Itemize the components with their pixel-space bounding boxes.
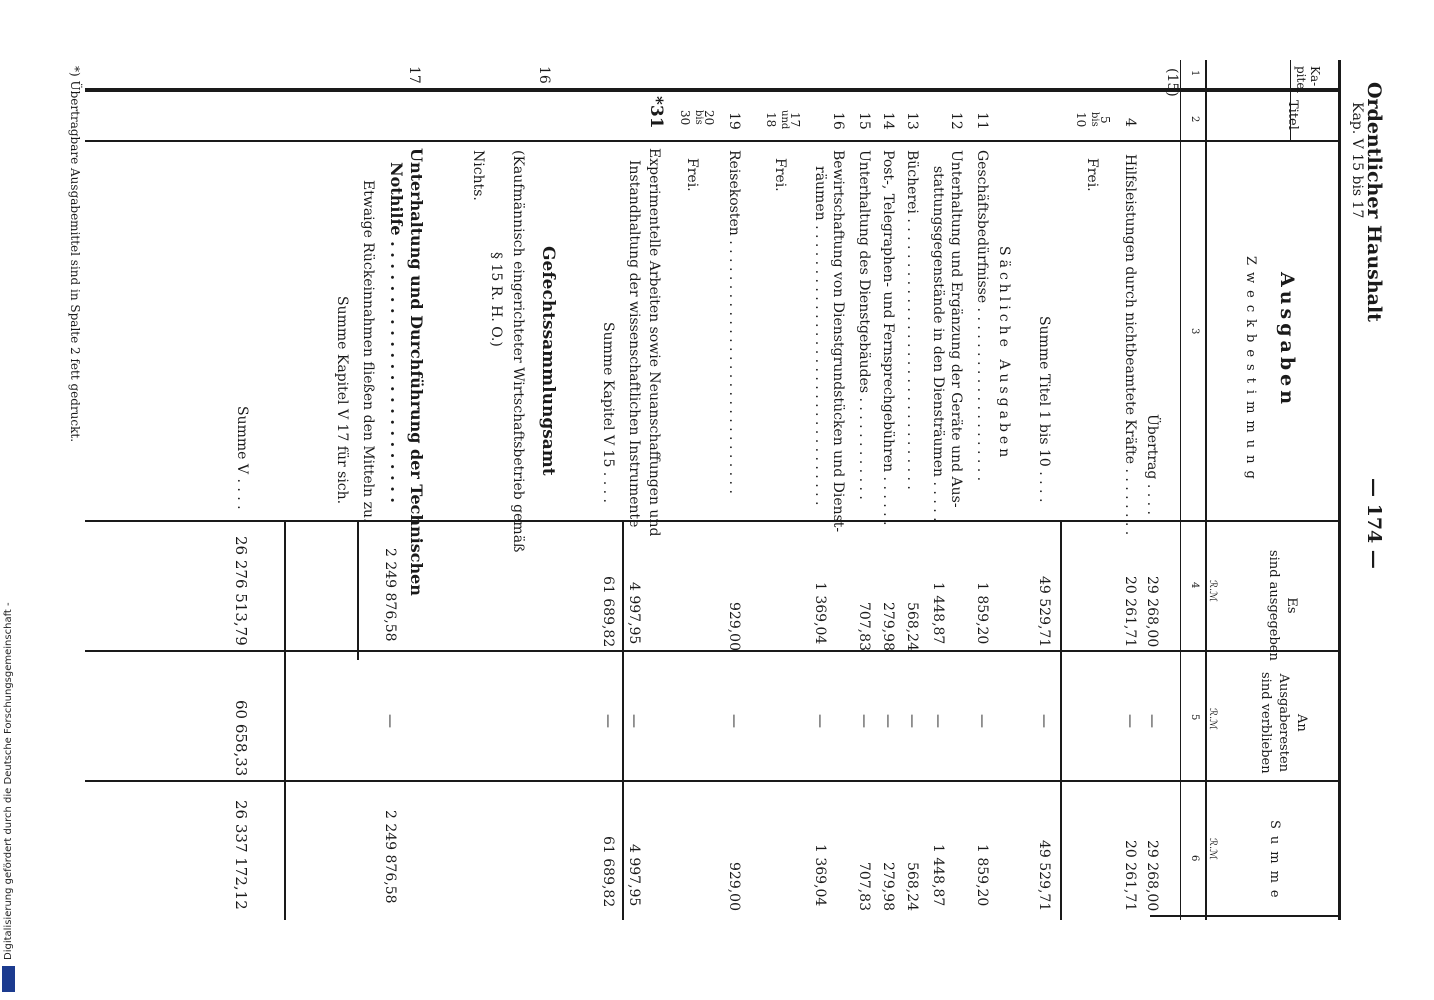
row-uebertrag-c4: 29 268,00	[1144, 576, 1160, 648]
dfg-credit: Digitalisierung gefördert durch die Deutsche Forschungsgemeinschaft -	[3, 602, 14, 960]
kapitel-16-heading: Gefechtssammlungsamt	[538, 246, 558, 476]
row-14-c6: 279,98	[880, 862, 896, 911]
row-16-titel: 16	[830, 112, 846, 130]
row-17-18-titel-b: und	[779, 110, 790, 130]
row-5-10-label: Frei.	[1084, 158, 1100, 192]
kapitel-15: (15)	[1164, 68, 1180, 97]
header-ausgaben: Ausgaben	[1276, 272, 1298, 409]
row-31-label-b: Instandhaltung der wissenschaftlichen Instrumente	[626, 160, 642, 528]
row-11-c6: 1 859,20	[974, 844, 990, 907]
header-es-sind: Es sind ausgegeben	[1266, 550, 1299, 661]
row-19-c4: 929,00	[726, 602, 742, 651]
row-14-c4: 279,98	[880, 602, 896, 651]
row-16-c4: 1 369,04	[812, 582, 828, 645]
row-13-titel: 13	[904, 112, 920, 130]
row-summe-titel-label: Summe Titel 1 bis 10 . . . .	[1036, 316, 1052, 503]
kapitel-17-c6: 2 249 876,58	[382, 810, 398, 904]
rule-subtotal-1	[1060, 520, 1062, 920]
row-uebertrag-c6: 29 268,00	[1144, 840, 1160, 912]
row-14-titel: 14	[880, 112, 896, 130]
row-4-c4: 20 261,71	[1122, 576, 1138, 648]
row-12-label-b: stattungsgegenstände in den Diensträumen . . . . .	[930, 166, 946, 522]
row-4-titel: 4	[1122, 118, 1138, 127]
row-17-18-titel-a: 17	[788, 112, 802, 128]
row-20-30-label: Frei.	[684, 158, 700, 192]
row-15-c4: 707,83	[856, 602, 872, 651]
row-5-10-titel-b: bis	[1089, 112, 1100, 127]
row-summe-v-c4: 26 276 513,79	[232, 536, 250, 646]
unit-5: ℛ.ℳ	[1207, 708, 1218, 730]
row-12-c4: 1 448,87	[930, 582, 946, 645]
colnum-1: 1	[1189, 70, 1200, 77]
document-title: Ordentlicher Haushalt	[1363, 82, 1385, 322]
colnum-6: 6	[1189, 855, 1200, 862]
rule-subtotal-4	[284, 520, 286, 920]
row-13-label: Bücherei . . . . . . . . . . . . . . . . . . . . . . . . . . . . . . .	[904, 150, 920, 490]
rule-col4	[85, 520, 1340, 522]
kapitel-17-c4: 2 249 876,58	[382, 548, 398, 642]
row-19-c5: —	[726, 714, 742, 728]
row-31-c5: —	[626, 714, 642, 728]
row-5-10-titel-c: 10	[1074, 112, 1088, 128]
row-17-18-label: Frei.	[772, 158, 788, 192]
row-uebertrag-c5: —	[1144, 714, 1160, 728]
row-16-c5: —	[812, 714, 828, 728]
row-15-label: Unterhaltung des Dienstgebäudes . . . . . . . . . . . .	[856, 150, 872, 500]
row-summe-v-label: Summe V . . . .	[234, 406, 250, 510]
row-11-c4: 1 859,20	[974, 582, 990, 645]
row-uebertrag-label: Übertrag . . . .	[1144, 414, 1160, 515]
kapitel-17-c5: —	[382, 714, 398, 728]
row-31-c4: 4 997,95	[626, 582, 642, 645]
rule-col5	[85, 650, 1340, 652]
row-summe-kap15-c5: —	[600, 714, 616, 728]
row-15-c5: —	[856, 714, 872, 728]
row-11-titel: 11	[974, 112, 990, 130]
row-11-label: Geschäftsbedürfnisse . . . . . . . . . . . . . . . . . . . .	[974, 150, 990, 482]
row-summe-titel-c6: 49 529,71	[1036, 840, 1052, 912]
row-20-30-titel-a: 20	[702, 110, 716, 126]
row-12-c6: 1 448,87	[930, 844, 946, 907]
row-19-c6: 929,00	[726, 862, 742, 911]
rule-subtotal-2	[622, 520, 624, 920]
rule-header-bottom	[85, 140, 1340, 142]
kapitel-17-label-a: Unterhaltung und Durchführung der Technischen	[407, 148, 426, 596]
header-kapitel: Ka- pitel	[1294, 66, 1322, 94]
rule-number-sep	[1180, 60, 1181, 920]
row-summe-titel-c5: —	[1036, 714, 1052, 728]
rule-header-sep	[1205, 60, 1207, 920]
row-summe-titel-c4: 49 529,71	[1036, 576, 1052, 648]
row-20-30-titel-b: bis	[693, 110, 704, 125]
kapitel-17-label-b: Nothilfe . . . . . . . . . . . . . . . . . . . . . . . .	[387, 162, 406, 503]
unit-4: ℛ.ℳ	[1207, 580, 1218, 602]
row-13-c6: 568,24	[904, 862, 920, 911]
row-13-c5: —	[904, 714, 920, 728]
row-summe-v-c6: 26 337 172,12	[232, 800, 250, 910]
colnum-2: 2	[1189, 116, 1200, 123]
row-19-titel: 19	[726, 112, 742, 130]
row-4-c6: 20 261,71	[1122, 840, 1138, 912]
row-14-label: Post-, Telegraphen- und Fernsprechgebühren . . . . . .	[880, 150, 896, 526]
kapitel-17: 17	[406, 66, 422, 84]
row-31-label-a: Experimentelle Arbeiten sowie Neuanschaffungen und	[646, 148, 662, 537]
page-number: — 174 —	[1363, 478, 1385, 569]
rule-right-edge	[1338, 60, 1341, 920]
kapitel-16-text-a: (Kaufmännisch eingerichteter Wirtschaftsbetrieb gemäß	[510, 150, 526, 553]
colnum-4: 4	[1189, 582, 1200, 589]
header-an-ausgaberesten: An Ausgaberesten sind verblieben	[1258, 672, 1309, 774]
row-5-10-titel-a: 5	[1098, 116, 1112, 124]
kapitel-16-text-c: Nichts.	[470, 150, 486, 201]
row-16-label-b: räumen . . . . . . . . . . . . . . . . . . . . . . . . . . . . . . . .	[812, 166, 828, 506]
row-31-c6: 4 997,95	[626, 844, 642, 907]
row-14-c5: —	[880, 714, 896, 728]
kapitel-16: 16	[536, 66, 552, 84]
row-17-18-titel-c: 18	[764, 112, 778, 128]
colnum-5: 5	[1189, 714, 1200, 721]
row-summe-kap15-label: Summe Kapitel V 15 . . . .	[600, 322, 616, 503]
section-saechliche-ausgaben: Sächliche Ausgaben	[996, 246, 1012, 462]
rule-subtotal-3	[357, 520, 359, 660]
row-4-c5: —	[1122, 714, 1138, 728]
rule-col6	[85, 780, 1340, 782]
row-15-titel: 15	[856, 112, 872, 130]
footnote: *) Übertragbare Ausgabemittel sind in Spalte 2 fett gedruckt.	[68, 66, 82, 443]
row-16-label-a: Bewirtschaftung von Dienstgrundstücken und Dienst-	[830, 150, 846, 533]
row-15-c6: 707,83	[856, 862, 872, 911]
kapitel-16-text-b: § 15 R. H. O.)	[488, 252, 504, 347]
row-12-c5: —	[930, 714, 946, 728]
rule-top	[85, 88, 1340, 92]
header-titel: Titel	[1285, 100, 1300, 130]
dfg-logo	[2, 966, 15, 992]
row-4-label: Hilfsleistungen durch nichtbeamtete Kräfte . . . . . . . .	[1122, 154, 1138, 536]
rule-bottom	[1150, 915, 1340, 917]
row-summe-v-c5: 60 658,33	[232, 700, 250, 777]
row-summe-kap17-label: Summe Kapitel V 17 für sich.	[334, 296, 350, 505]
row-summe-kap15-c6: 61 689,82	[600, 836, 616, 908]
colnum-3: 3	[1189, 328, 1200, 335]
unit-6: ℛ.ℳ	[1207, 838, 1218, 860]
header-summe: Summe	[1267, 820, 1282, 905]
row-12-label-a: Unterhaltung und Ergänzung der Geräte und Aus-	[948, 150, 964, 508]
document-subtitle: Kap. V 15 bis 17	[1349, 102, 1365, 219]
row-16-c6: 1 369,04	[812, 844, 828, 907]
row-12-titel: 12	[948, 112, 964, 130]
row-11-c5: —	[974, 714, 990, 728]
row-13-c4: 568,24	[904, 602, 920, 651]
kapitel-17-note-a: Etwaige Rückeinnahmen fließen den Mitteln zu.	[360, 180, 376, 523]
row-19-label: Reisekosten . . . . . . . . . . . . . . . . . . . . . . . . . . . . .	[726, 150, 742, 494]
row-20-30-titel-c: 30	[678, 110, 692, 126]
row-summe-kap15-c4: 61 689,82	[600, 576, 616, 648]
header-zweckbestimmung: Zweckbestimmung	[1243, 256, 1258, 486]
row-31-titel: *31	[646, 96, 666, 129]
